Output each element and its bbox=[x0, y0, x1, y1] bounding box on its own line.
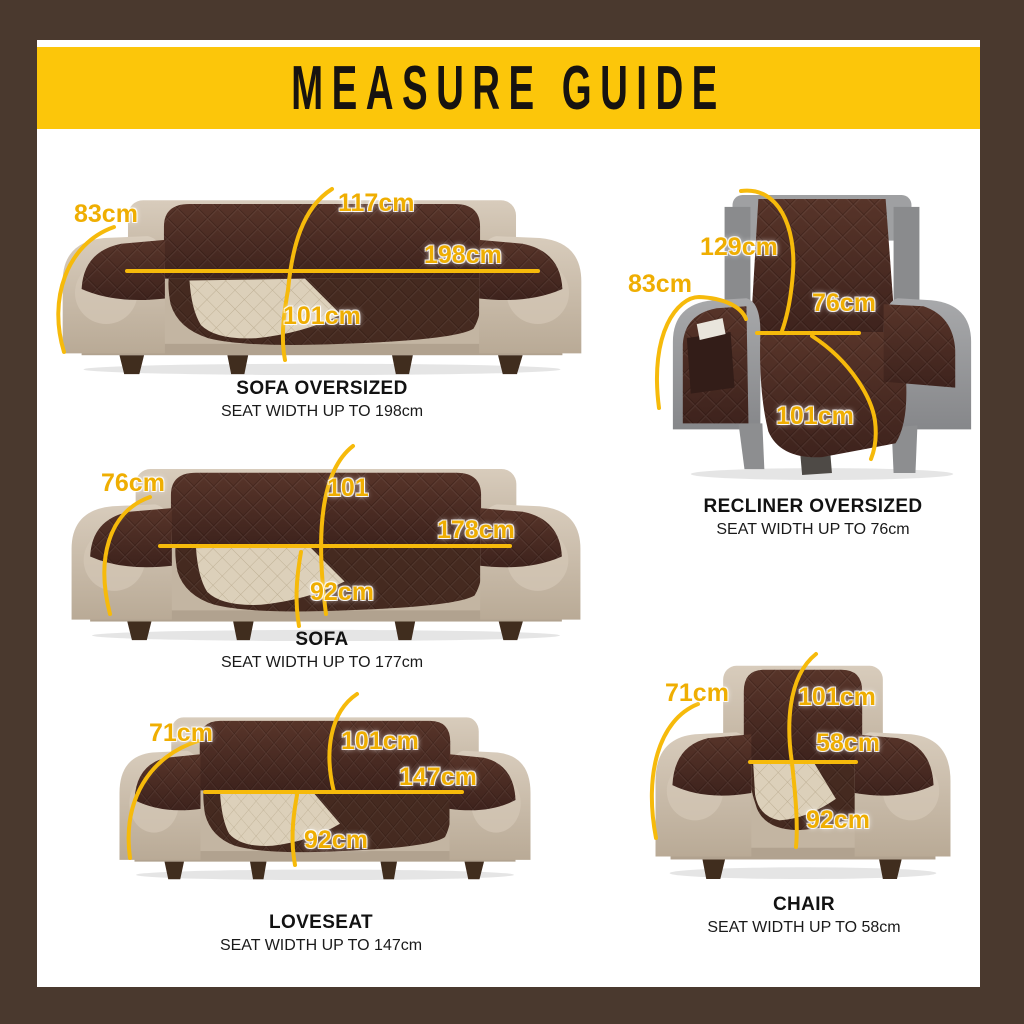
item-recliner-oversized bbox=[628, 193, 998, 613]
loveseat-caption bbox=[161, 912, 481, 955]
sofa-oversized-width-measure: 198cm bbox=[424, 241, 502, 269]
sofa-width-measure: 178cm bbox=[437, 516, 515, 544]
sofa-name: SOFA bbox=[295, 629, 349, 650]
chair-depth-measure: 92cm bbox=[806, 806, 870, 834]
loveseat-name: LOVESEAT bbox=[268, 912, 374, 933]
chair-subtitle: SEAT WIDTH UP TO 58cm bbox=[707, 919, 901, 936]
sofa-depth-measure: 92cm bbox=[310, 578, 374, 606]
recliner-back-measure: 129cm bbox=[700, 233, 778, 261]
loveseat-depth-measure: 92cm bbox=[304, 826, 368, 854]
sofa-subtitle: SEAT WIDTH UP TO 177cm bbox=[220, 654, 424, 671]
page-title: MEASURE GUIDE bbox=[291, 53, 726, 123]
poster-content bbox=[37, 40, 980, 987]
chair-name: CHAIR bbox=[772, 894, 836, 915]
chair-back-measure: 101cm bbox=[798, 683, 876, 711]
sofa-oversized-name: SOFA OVERSIZED bbox=[236, 378, 408, 399]
sofa-back-measure: 101 bbox=[327, 474, 369, 502]
sofa-oversized-caption bbox=[162, 378, 482, 421]
recliner-subtitle: SEAT WIDTH UP TO 76cm bbox=[716, 521, 910, 538]
title-banner bbox=[37, 47, 980, 129]
sofa-oversized-back-measure: 117cm bbox=[338, 189, 415, 217]
recliner-width-measure: 76cm bbox=[812, 289, 876, 317]
item-chair bbox=[648, 656, 968, 976]
sofa-oversized-subtitle: SEAT WIDTH UP TO 198cm bbox=[220, 403, 424, 420]
loveseat-arm-measure: 71cm bbox=[149, 719, 213, 747]
chair-caption bbox=[644, 894, 964, 937]
recliner-depth-measure: 101cm bbox=[776, 402, 854, 430]
sofa-arm-measure: 76cm bbox=[101, 469, 165, 497]
recliner-arm-measure: 83cm bbox=[628, 270, 692, 298]
chair-arm-measure: 71cm bbox=[665, 679, 729, 707]
sofa-oversized-depth-measure: 101cm bbox=[283, 302, 361, 330]
recliner-caption bbox=[653, 496, 973, 539]
loveseat-back-measure: 101cm bbox=[341, 727, 419, 755]
recliner-name: RECLINER OVERSIZED bbox=[703, 496, 923, 517]
item-loveseat bbox=[115, 705, 545, 995]
chair-width-measure: 58cm bbox=[816, 729, 880, 757]
item-sofa bbox=[66, 456, 596, 736]
loveseat-width-measure: 147cm bbox=[399, 763, 477, 791]
sofa-oversized-arm-measure: 83cm bbox=[74, 200, 138, 228]
loveseat-subtitle: SEAT WIDTH UP TO 147cm bbox=[219, 937, 423, 954]
sofa-caption bbox=[162, 629, 482, 672]
